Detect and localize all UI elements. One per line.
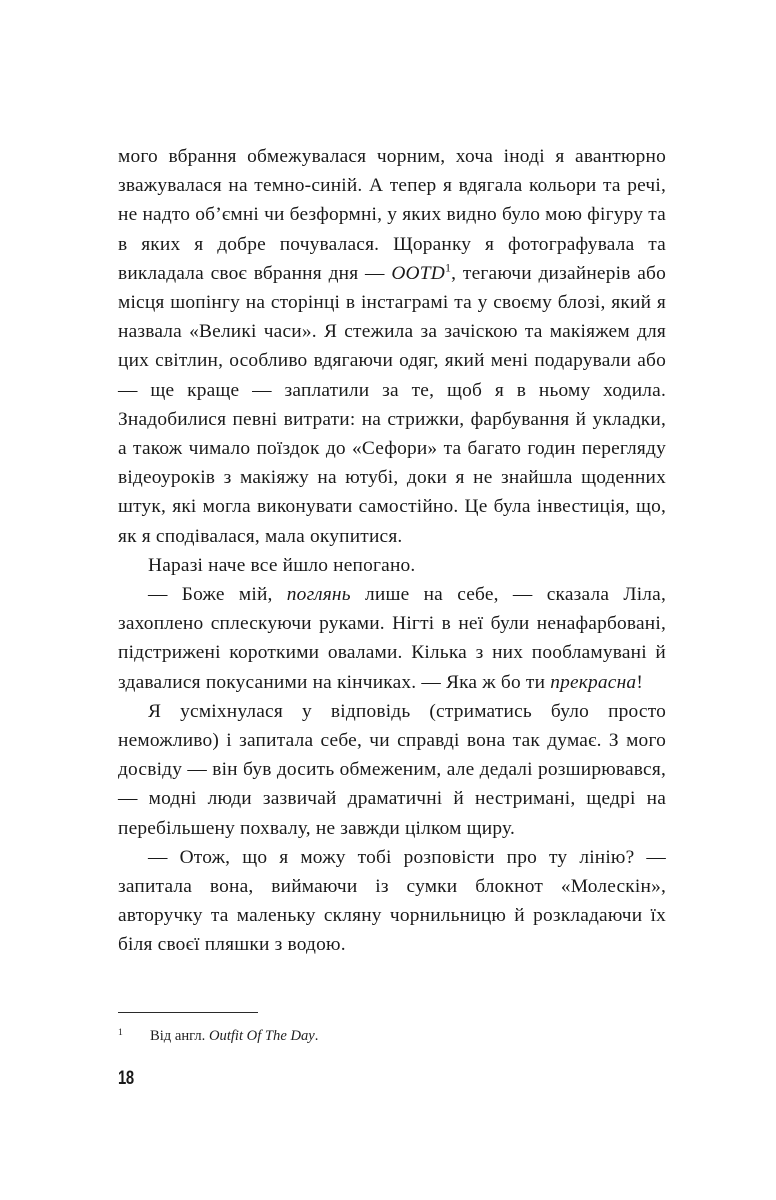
footnote-prefix: Від англ. bbox=[150, 1028, 209, 1044]
emphasis-text: прекрасна bbox=[550, 671, 637, 693]
emphasis-text: OOTD bbox=[391, 262, 445, 284]
text-run: — Отож, що я можу тобі розповісти про ту лінію? — запитала вона, виймаючи із сумки блокнот «Молескін», авторучку та маленьку скляну чорнильницю й розкладаючи їх біля своєї пляшки з водою. bbox=[118, 846, 666, 956]
text-run: Я усміхнулася у відповідь (стриматись було просто неможливо) і запитала себе, чи справді вона так думає. З мого досвіду — він був досить обмеженим, але дедалі розширювався, — модні люди зазвичай драматичні й нестримані, щедрі на перебільшену похвалу, не завжди цілком щиру. bbox=[118, 700, 666, 839]
footnote-text bbox=[150, 1027, 666, 1046]
text-run: лише на себе, — сказала Ліла, захоплено сплескуючи руками. Нігті в неї були ненафарбовані, підстрижені короткими овалами. Кілька з них пообламувані й здавалися покусаними на кінчиках. — Яка ж бо ти bbox=[118, 584, 666, 693]
page-number: 18 bbox=[118, 1068, 134, 1089]
text-run: , тегаючи дизайнерів або місця шопінгу на сторінці в інстаграмі та у своєму блозі, який я назвала «Великі часи». Я стежила за зачіскою та макіяжем для цих світлин, особливо вдягаючи одяг, який мені подарували або — ще краще — заплатили за те, щоб я в ньому ходила. Знадобилися певні витрати: на стрижки, фарбування й укладки, а також чимало поїздок до «Сефори» та багато годин перегляду відеоуроків з макіяжу на ютубі, доки я не знайшла щоденних штук, які могла виконувати самостійно. Це була інвестиція, що, як я сподівалася, мала окупитися. bbox=[118, 262, 667, 547]
body-text-block bbox=[118, 142, 666, 960]
footnote-marker: 1 bbox=[118, 1027, 123, 1038]
paragraph-1 bbox=[118, 142, 666, 551]
footnote-italic-term: Outfit Of The Day bbox=[208, 1028, 315, 1044]
text-run: мого вбрання обмежувалася чорним, хоча іноді я авантюрно зважувалася на темно-синій. А тепер я вдягала кольори та речі, не надто об’ємні чи безформні, у яких видно було мою фігуру та в яких я добре почувалася. Щоранку я фотографувала та викладала своє вбрання дня — bbox=[118, 146, 666, 284]
footnote-suffix: . bbox=[314, 1028, 319, 1044]
paragraph-2 bbox=[118, 551, 666, 580]
paragraph-3 bbox=[118, 580, 666, 697]
paragraph-5 bbox=[118, 843, 666, 960]
emphasis-text: поглянь bbox=[286, 584, 351, 606]
footnote-separator-rule bbox=[118, 1012, 258, 1013]
footnote-entry bbox=[118, 1027, 666, 1047]
footnote-area bbox=[118, 1012, 666, 1047]
text-run: — Боже мій, bbox=[148, 584, 287, 606]
footnote-reference[interactable]: 1 bbox=[444, 260, 452, 275]
text-run: ! bbox=[636, 671, 643, 693]
text-run: Наразі наче все йшло непогано. bbox=[148, 554, 416, 576]
paragraph-4 bbox=[118, 697, 666, 843]
